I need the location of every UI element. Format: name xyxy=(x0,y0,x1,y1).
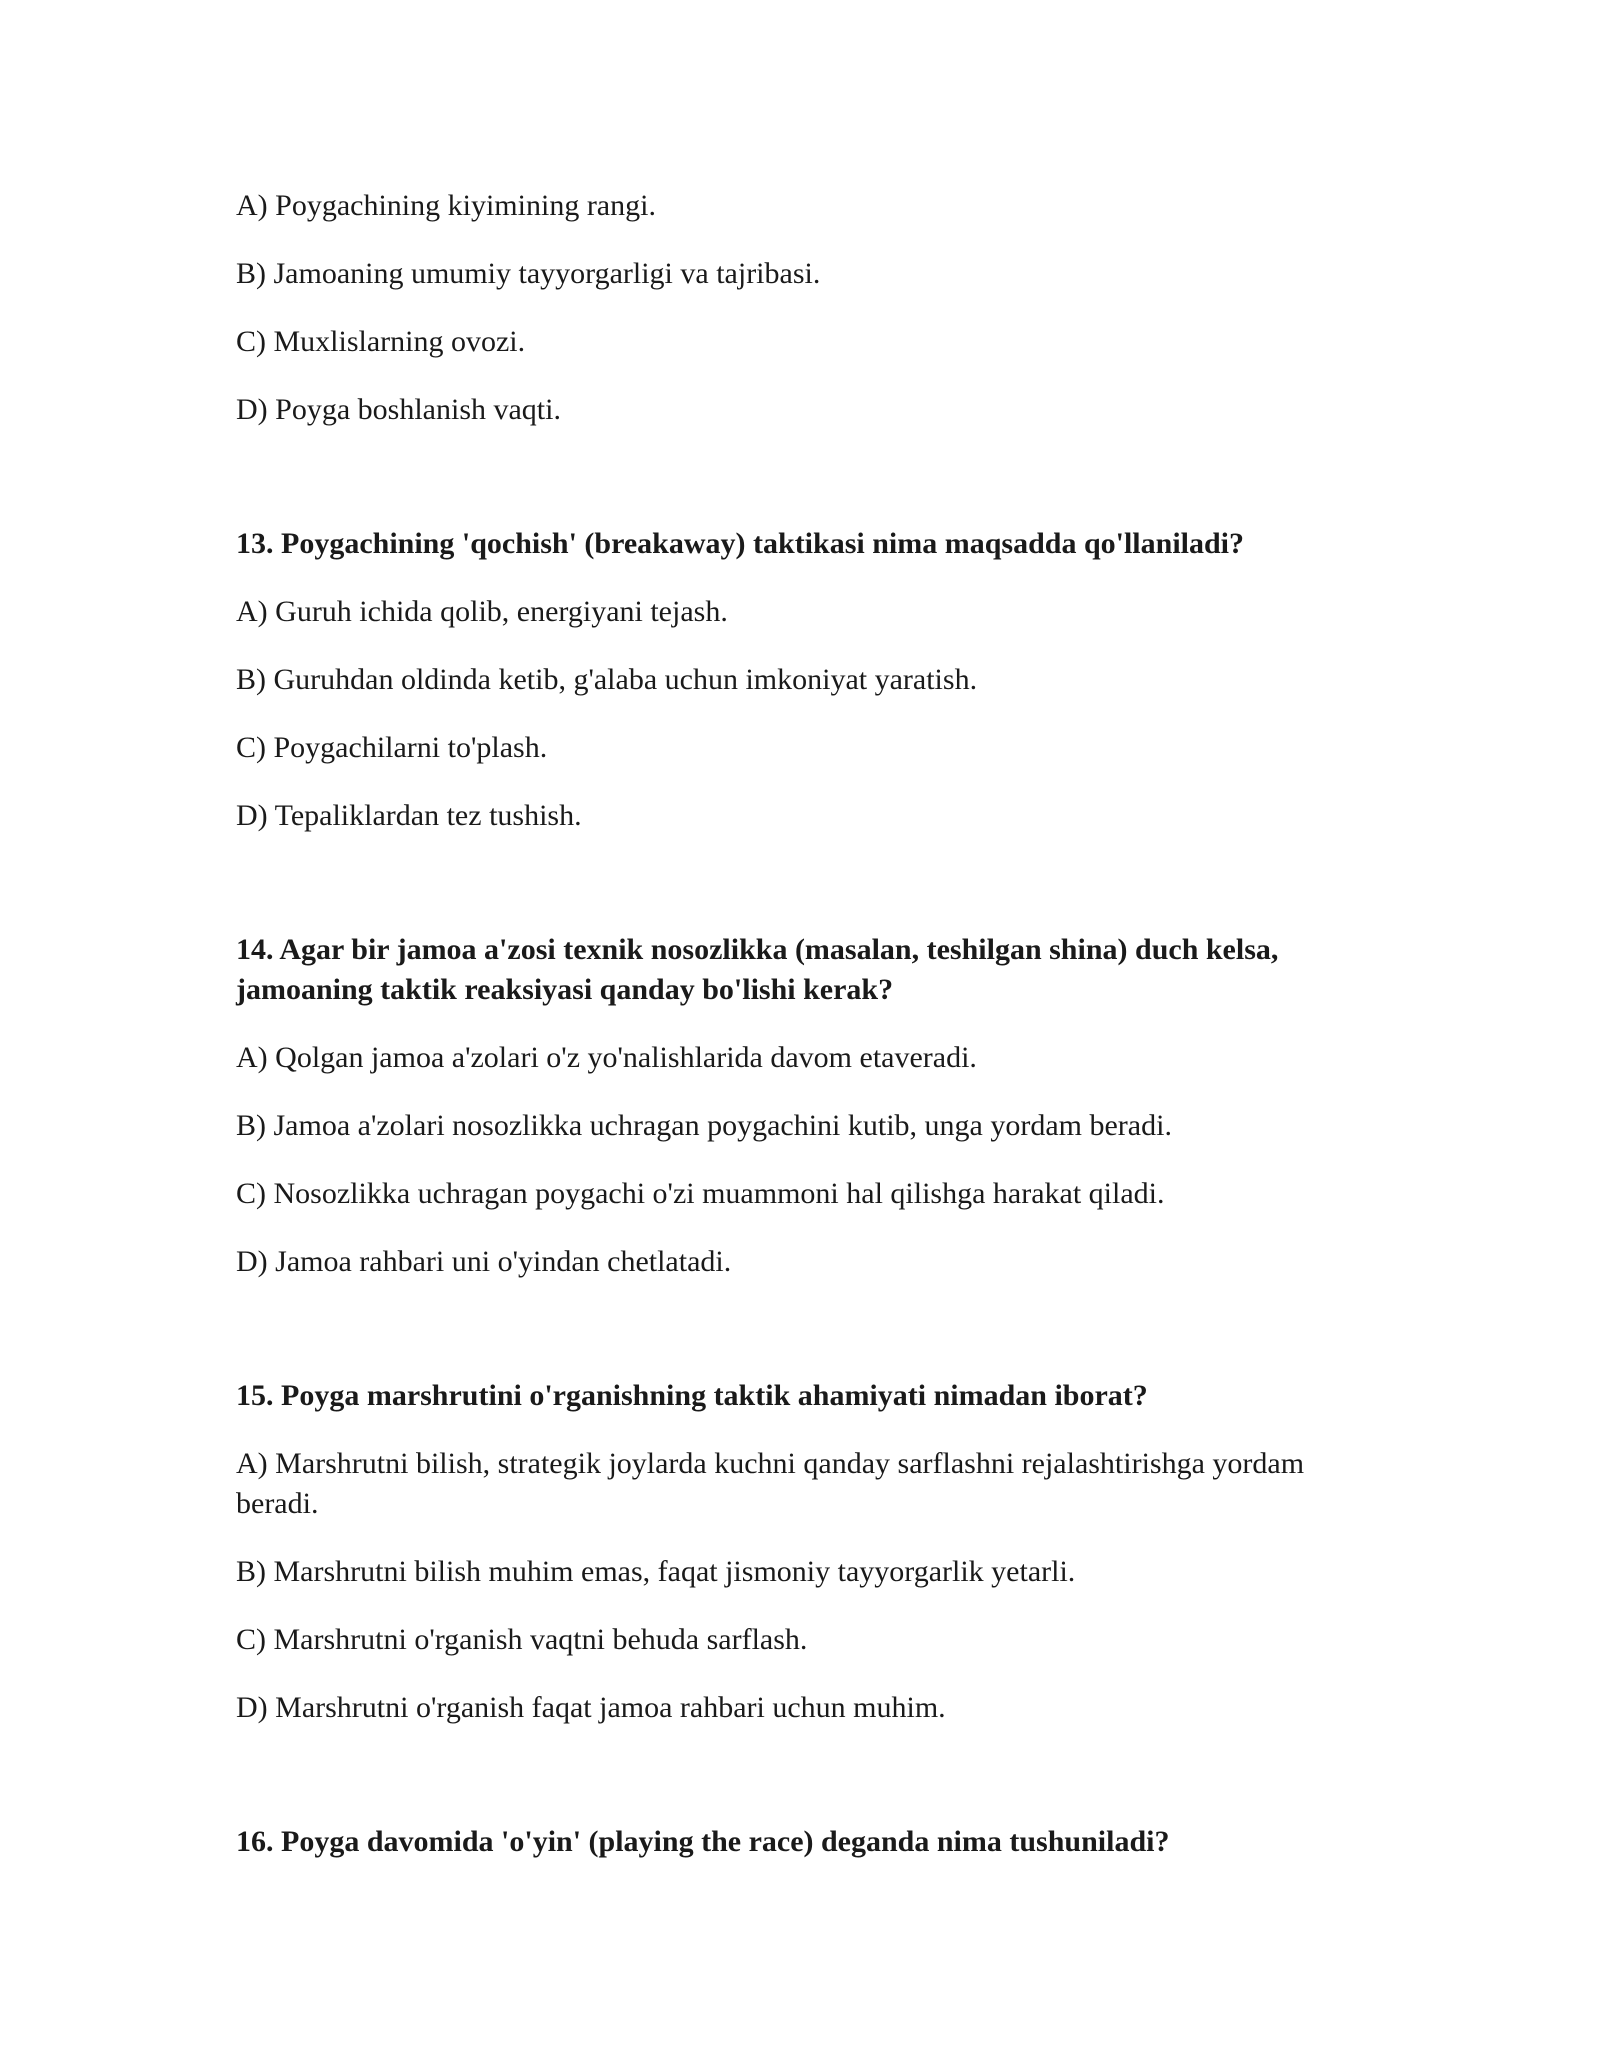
question-block-14 xyxy=(236,930,1366,1282)
answer-option: A) Poygachining kiyimining rangi. xyxy=(236,189,656,222)
answer-option: B) Marshrutni bilish muhim emas, faqat jismoniy tayyorgarlik yetarli. xyxy=(236,1555,1076,1588)
question-text: 15. Poyga marshrutini o'rganishning taktik ahamiyati nimadan iborat? xyxy=(236,1379,1148,1412)
question-block-16 xyxy=(236,1822,1366,1862)
quiz-content xyxy=(236,186,1366,1890)
question-text: 13. Poygachining 'qochish' (breakaway) taktikasi nima maqsadda qo'llaniladi? xyxy=(236,527,1245,560)
answer-option: D) Poyga boshlanish vaqti. xyxy=(236,393,561,426)
answer-option: D) Marshrutni o'rganish faqat jamoa rahbari uchun muhim. xyxy=(236,1691,946,1724)
spacer xyxy=(236,1310,1366,1376)
question-text: 16. Poyga davomida 'o'yin' (playing the race) deganda nima tushuniladi? xyxy=(236,1825,1170,1858)
answer-option: C) Muxlislarning ovozi. xyxy=(236,325,526,358)
question-block-13 xyxy=(236,524,1366,836)
answer-option: A) Qolgan jamoa a'zolari o'z yo'nalishlarida davom etaveradi. xyxy=(236,1041,977,1074)
previous-question-options xyxy=(236,186,1366,430)
answer-option: B) Guruhdan oldinda ketib, g'alaba uchun imkoniyat yaratish. xyxy=(236,663,978,696)
answer-option: C) Marshrutni o'rganish vaqtni behuda sarflash. xyxy=(236,1623,808,1656)
answer-option: D) Tepaliklardan tez tushish. xyxy=(236,799,582,832)
answer-option: B) Jamoa a'zolari nosozlikka uchragan poygachini kutib, unga yordam beradi. xyxy=(236,1109,1172,1142)
spacer xyxy=(236,1756,1366,1822)
answer-option: A) Marshrutni bilish, strategik joylarda kuchni qanday sarflashni rejalashtirishga yordam beradi. xyxy=(236,1447,1305,1520)
question-text: 14. Agar bir jamoa a'zosi texnik nosozlikka (masalan, teshilgan shina) duch kelsa, jamoaning taktik reaksiyasi qanday bo'lishi kerak? xyxy=(236,933,1279,1006)
question-block-15 xyxy=(236,1376,1366,1728)
answer-option: B) Jamoaning umumiy tayyorgarligi va tajribasi. xyxy=(236,257,821,290)
answer-option: C) Nosozlikka uchragan poygachi o'zi muammoni hal qilishga harakat qiladi. xyxy=(236,1177,1165,1210)
answer-option: A) Guruh ichida qolib, energiyani tejash. xyxy=(236,595,728,628)
spacer xyxy=(236,458,1366,524)
answer-option: D) Jamoa rahbari uni o'yindan chetlatadi. xyxy=(236,1245,732,1278)
answer-option: C) Poygachilarni to'plash. xyxy=(236,731,548,764)
spacer xyxy=(236,864,1366,930)
